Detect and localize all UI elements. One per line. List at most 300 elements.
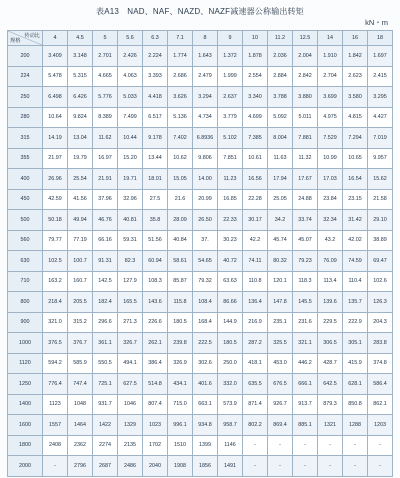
torque-value-cell: 271.3 <box>118 312 143 333</box>
torque-value-cell: 807.4 <box>143 394 168 415</box>
torque-value-cell: 2040 <box>143 456 168 477</box>
torque-value-cell: 10.61 <box>243 148 268 169</box>
torque-value-cell: 1048 <box>68 394 93 415</box>
torque-value-cell: 4.418 <box>143 87 168 108</box>
torque-value-cell: 2.426 <box>118 46 143 67</box>
torque-value-cell: 7.402 <box>168 128 193 149</box>
torque-value-cell: 7.499 <box>118 107 143 128</box>
torque-value-cell: 216.9 <box>243 312 268 333</box>
torque-value-cell: 628.1 <box>343 374 368 395</box>
torque-value-cell: 79.77 <box>43 230 68 251</box>
torque-value-cell: 76.09 <box>318 251 343 272</box>
torque-value-cell: 142.5 <box>93 271 118 292</box>
torque-value-cell: 3.393 <box>143 66 168 87</box>
ratio-header-cell: 14 <box>318 31 343 46</box>
torque-value-cell: - <box>318 456 343 477</box>
torque-value-cell: 17.03 <box>318 169 343 190</box>
torque-value-cell: 15.20 <box>118 148 143 169</box>
corner-spec-label: 规格 <box>10 38 21 44</box>
torque-value-cell: 10.65 <box>343 148 368 169</box>
torque-value-cell: 23.15 <box>343 189 368 210</box>
torque-value-cell: 2.036 <box>268 46 293 67</box>
torque-value-cell: 5.776 <box>93 87 118 108</box>
torque-value-cell: 3.788 <box>268 87 293 108</box>
torque-value-cell: 139.6 <box>318 292 343 313</box>
torque-value-cell: 15.62 <box>368 169 393 190</box>
spec-cell: 1000 <box>8 333 43 354</box>
torque-value-cell: 102.6 <box>368 271 393 292</box>
torque-value-cell: 747.4 <box>68 374 93 395</box>
torque-value-cell: 2.554 <box>243 66 268 87</box>
torque-value-cell: 8.004 <box>268 128 293 149</box>
ratio-header-cell: 7.1 <box>168 31 193 46</box>
torque-value-cell: 59.31 <box>118 230 143 251</box>
torque-value-cell: 74.11 <box>243 251 268 272</box>
torque-value-cell: 22.33 <box>218 210 243 231</box>
ratio-header-cell: 16 <box>343 31 368 46</box>
torque-value-cell: 1557 <box>43 415 68 436</box>
torque-value-cell: 5.033 <box>118 87 143 108</box>
torque-value-cell: 586.4 <box>368 374 393 395</box>
torque-table <box>7 30 393 477</box>
torque-value-cell: 32.34 <box>318 210 343 231</box>
torque-value-cell: 1203 <box>368 415 393 436</box>
torque-value-cell: 250.0 <box>218 353 243 374</box>
torque-value-cell: 3.699 <box>318 87 343 108</box>
torque-value-cell: 1146 <box>218 435 243 456</box>
torque-value-cell: 37.96 <box>93 189 118 210</box>
torque-value-cell: 63.63 <box>218 271 243 292</box>
torque-value-cell: 147.8 <box>268 292 293 313</box>
spec-cell: 355 <box>8 148 43 169</box>
torque-value-cell: 3.148 <box>68 46 93 67</box>
torque-value-cell: 715.0 <box>168 394 193 415</box>
table-row <box>8 107 393 128</box>
torque-value-cell: 2687 <box>93 456 118 477</box>
torque-value-cell: 2362 <box>68 435 93 456</box>
torque-value-cell: 42.02 <box>343 230 368 251</box>
torque-value-cell: 37. <box>193 230 218 251</box>
torque-value-cell: 315.2 <box>68 312 93 333</box>
torque-value-cell: 958.7 <box>218 415 243 436</box>
spec-cell: 1400 <box>8 394 43 415</box>
torque-value-cell: 1856 <box>193 456 218 477</box>
spec-cell: 250 <box>8 87 43 108</box>
torque-value-cell: 34.2 <box>268 210 293 231</box>
torque-value-cell: 5.315 <box>68 66 93 87</box>
torque-value-cell: 118.3 <box>293 271 318 292</box>
torque-value-cell: 10.64 <box>43 107 68 128</box>
torque-value-cell: - <box>343 435 368 456</box>
torque-value-cell: 16.54 <box>343 169 368 190</box>
torque-value-cell: 74.59 <box>343 251 368 272</box>
torque-value-cell: 2274 <box>93 435 118 456</box>
torque-value-cell: 239.8 <box>168 333 193 354</box>
torque-value-cell: 871.4 <box>243 394 268 415</box>
torque-value-cell: 3.295 <box>368 87 393 108</box>
torque-value-cell: 802.2 <box>243 415 268 436</box>
torque-value-cell: 4.665 <box>93 66 118 87</box>
torque-value-cell: 126.3 <box>368 292 393 313</box>
torque-value-cell: 5.011 <box>293 107 318 128</box>
torque-value-cell: 135.7 <box>343 292 368 313</box>
spec-cell: 500 <box>8 210 43 231</box>
corner-header-cell <box>8 31 43 46</box>
torque-value-cell: 120.1 <box>268 271 293 292</box>
torque-value-cell: 1702 <box>143 435 168 456</box>
torque-value-cell: - <box>368 435 393 456</box>
ratio-header-cell: 5.6 <box>118 31 143 46</box>
torque-value-cell: 16.85 <box>218 189 243 210</box>
torque-value-cell: - <box>268 456 293 477</box>
torque-value-cell: - <box>268 435 293 456</box>
torque-value-cell: 1908 <box>168 456 193 477</box>
ratio-header-cell: 11.2 <box>268 31 293 46</box>
spec-cell: 315 <box>8 128 43 149</box>
torque-value-cell: 113.4 <box>318 271 343 292</box>
torque-value-cell: 50.18 <box>43 210 68 231</box>
unit-label: kN・m <box>365 18 388 27</box>
table-row <box>8 87 393 108</box>
torque-value-cell: 4.975 <box>318 107 343 128</box>
torque-value-cell: 22.28 <box>243 189 268 210</box>
torque-value-cell: 627.5 <box>118 374 143 395</box>
torque-value-cell: 326.7 <box>118 333 143 354</box>
torque-value-cell: 127.9 <box>118 271 143 292</box>
spec-cell: 200 <box>8 46 43 67</box>
ratio-header-cell: 9 <box>218 31 243 46</box>
spec-cell: 710 <box>8 271 43 292</box>
torque-value-cell: 2.415 <box>368 66 393 87</box>
torque-value-cell: 302.6 <box>193 353 218 374</box>
torque-value-cell: 6.498 <box>43 87 68 108</box>
torque-value-cell: 9.178 <box>143 128 168 149</box>
torque-value-cell: 446.2 <box>293 353 318 374</box>
torque-value-cell: 1.878 <box>243 46 268 67</box>
torque-value-cell: 229.5 <box>318 312 343 333</box>
torque-value-cell: 453.0 <box>268 353 293 374</box>
ratio-header-cell: 5 <box>93 31 118 46</box>
torque-value-cell: 2135 <box>118 435 143 456</box>
torque-value-cell: 163.2 <box>43 271 68 292</box>
torque-value-cell: 325.5 <box>268 333 293 354</box>
torque-value-cell: 4.063 <box>118 66 143 87</box>
torque-value-cell: 2.842 <box>293 66 318 87</box>
torque-value-cell: 5.478 <box>43 66 68 87</box>
torque-value-cell: 69.47 <box>368 251 393 272</box>
torque-value-cell: 361.1 <box>93 333 118 354</box>
table-row <box>8 169 393 190</box>
torque-value-cell: 4.699 <box>243 107 268 128</box>
torque-value-cell: 204.3 <box>368 312 393 333</box>
spec-cell: 900 <box>8 312 43 333</box>
torque-value-cell: 850.8 <box>343 394 368 415</box>
spec-cell: 800 <box>8 292 43 313</box>
torque-value-cell: 326.9 <box>168 353 193 374</box>
torque-value-cell: 18.01 <box>143 169 168 190</box>
torque-value-cell: 30.17 <box>243 210 268 231</box>
torque-value-cell: - <box>293 435 318 456</box>
torque-value-cell: 45.07 <box>293 230 318 251</box>
torque-value-cell: 100.7 <box>68 251 93 272</box>
torque-value-cell: 287.2 <box>243 333 268 354</box>
torque-value-cell: 45.74 <box>268 230 293 251</box>
torque-value-cell: 926.7 <box>268 394 293 415</box>
torque-value-cell: 231.6 <box>293 312 318 333</box>
ratio-header-cell: 10 <box>243 31 268 46</box>
torque-value-cell: 79.23 <box>293 251 318 272</box>
torque-value-cell: 15.05 <box>168 169 193 190</box>
torque-value-cell: 332.0 <box>218 374 243 395</box>
table-row <box>8 148 393 169</box>
torque-value-cell: 17.67 <box>293 169 318 190</box>
torque-value-cell: 676.5 <box>268 374 293 395</box>
corner-ratio-label: 传动比 <box>24 33 40 39</box>
torque-value-cell: 115.8 <box>168 292 193 313</box>
torque-value-cell: 91.31 <box>93 251 118 272</box>
torque-value-cell: - <box>243 456 268 477</box>
torque-value-cell: 6.426 <box>68 87 93 108</box>
torque-value-cell: 2.686 <box>168 66 193 87</box>
table-title: 表A13 NAD、NAF、NAZD、NAZF减速器公称输出转矩 <box>96 7 304 16</box>
table-row <box>8 210 393 231</box>
torque-value-cell: 58.61 <box>168 251 193 272</box>
torque-value-cell: 934.8 <box>193 415 218 436</box>
torque-value-cell: 374.8 <box>368 353 393 374</box>
table-row <box>8 456 393 477</box>
torque-value-cell: 1123 <box>43 394 68 415</box>
torque-value-cell: 550.5 <box>93 353 118 374</box>
torque-value-cell: 1.774 <box>168 46 193 67</box>
torque-value-cell: 26.96 <box>43 169 68 190</box>
torque-value-cell: 428.7 <box>318 353 343 374</box>
torque-value-cell: 143.6 <box>143 292 168 313</box>
torque-value-cell: 1329 <box>118 415 143 436</box>
torque-value-cell: 305.1 <box>343 333 368 354</box>
header-row <box>8 31 393 46</box>
torque-value-cell: 25.05 <box>268 189 293 210</box>
torque-value-cell: 2.004 <box>293 46 318 67</box>
torque-value-cell: 386.4 <box>143 353 168 374</box>
torque-value-cell: 43.2 <box>318 230 343 251</box>
torque-value-cell: 4.427 <box>368 107 393 128</box>
torque-value-cell: - <box>43 456 68 477</box>
torque-value-cell: 21.91 <box>93 169 118 190</box>
torque-value-cell: - <box>243 435 268 456</box>
table-row <box>8 312 393 333</box>
torque-value-cell: 205.5 <box>68 292 93 313</box>
torque-value-cell: 27.5 <box>143 189 168 210</box>
torque-value-cell: 10.44 <box>118 128 143 149</box>
torque-value-cell: 585.9 <box>68 353 93 374</box>
ratio-header-cell: 4.5 <box>68 31 93 46</box>
torque-value-cell: 376.5 <box>43 333 68 354</box>
torque-value-cell: 2.701 <box>93 46 118 67</box>
torque-value-cell: 21.97 <box>43 148 68 169</box>
ratio-header-cell: 18 <box>368 31 393 46</box>
torque-value-cell: 4.734 <box>193 107 218 128</box>
torque-value-cell: 218.4 <box>43 292 68 313</box>
torque-value-cell: 21.58 <box>368 189 393 210</box>
torque-value-cell: 102.5 <box>43 251 68 272</box>
torque-value-cell: 108.3 <box>143 271 168 292</box>
torque-value-cell: 31.42 <box>343 210 368 231</box>
torque-value-cell: 3.340 <box>243 87 268 108</box>
torque-value-cell: 25.54 <box>68 169 93 190</box>
torque-value-cell: 1491 <box>218 456 243 477</box>
torque-value-cell: 642.5 <box>318 374 343 395</box>
torque-value-cell: 913.7 <box>293 394 318 415</box>
table-row <box>8 333 393 354</box>
torque-value-cell: 3.409 <box>43 46 68 67</box>
torque-value-cell: - <box>368 456 393 477</box>
torque-value-cell: 5.092 <box>268 107 293 128</box>
torque-value-cell: 60.94 <box>143 251 168 272</box>
torque-value-cell: 168.4 <box>193 312 218 333</box>
torque-value-cell: 2408 <box>43 435 68 456</box>
torque-value-cell: 296.6 <box>93 312 118 333</box>
torque-value-cell: 1321 <box>318 415 343 436</box>
torque-value-cell: 49.94 <box>68 210 93 231</box>
torque-value-cell: 11.32 <box>293 148 318 169</box>
torque-value-cell: 222.9 <box>343 312 368 333</box>
torque-value-cell: 160.7 <box>68 271 93 292</box>
table-row <box>8 374 393 395</box>
table-row <box>8 292 393 313</box>
torque-value-cell: 2796 <box>68 456 93 477</box>
torque-value-cell: 9.806 <box>193 148 218 169</box>
torque-value-cell: 3.580 <box>343 87 368 108</box>
torque-value-cell: 6.517 <box>143 107 168 128</box>
torque-value-cell: 82.3 <box>118 251 143 272</box>
torque-value-cell: 3.779 <box>218 107 243 128</box>
torque-value-cell: 2.224 <box>143 46 168 67</box>
ratio-header-cell: 12.5 <box>293 31 318 46</box>
torque-value-cell: 594.2 <box>43 353 68 374</box>
torque-value-cell: 663.1 <box>193 394 218 415</box>
table-body <box>8 46 393 477</box>
ratio-header-cell: 4 <box>43 31 68 46</box>
torque-value-cell: 494.1 <box>118 353 143 374</box>
table-row <box>8 415 393 436</box>
torque-value-cell: 40.81 <box>118 210 143 231</box>
torque-value-cell: 13.04 <box>68 128 93 149</box>
torque-value-cell: 321.1 <box>293 333 318 354</box>
torque-value-cell: 222.5 <box>193 333 218 354</box>
torque-value-cell: 54.65 <box>193 251 218 272</box>
torque-value-cell: 376.7 <box>68 333 93 354</box>
torque-value-cell: 11.62 <box>93 128 118 149</box>
torque-value-cell: 2.623 <box>343 66 368 87</box>
torque-value-cell: 1.842 <box>343 46 368 67</box>
table-row <box>8 394 393 415</box>
torque-value-cell: 1288 <box>343 415 368 436</box>
torque-value-cell: 145.5 <box>293 292 318 313</box>
torque-value-cell: 862.1 <box>368 394 393 415</box>
spec-cell: 400 <box>8 169 43 190</box>
torque-value-cell: 5.102 <box>218 128 243 149</box>
table-row <box>8 66 393 87</box>
ratio-header-cell: 6.3 <box>143 31 168 46</box>
torque-value-cell: 1510 <box>168 435 193 456</box>
torque-value-cell: 2.479 <box>193 66 218 87</box>
torque-value-cell: 42.2 <box>243 230 268 251</box>
torque-value-cell: 2.884 <box>268 66 293 87</box>
torque-value-cell: 41.56 <box>68 189 93 210</box>
torque-value-cell: 10.99 <box>318 148 343 169</box>
torque-value-cell: 19.79 <box>68 148 93 169</box>
spec-cell: 1800 <box>8 435 43 456</box>
torque-value-cell: 1.372 <box>218 46 243 67</box>
torque-value-cell: 306.5 <box>318 333 343 354</box>
torque-value-cell: 1464 <box>68 415 93 436</box>
torque-value-cell: 666.1 <box>293 374 318 395</box>
torque-value-cell: 7.019 <box>368 128 393 149</box>
torque-value-cell: 14.19 <box>43 128 68 149</box>
table-row <box>8 189 393 210</box>
torque-value-cell: 38.89 <box>368 230 393 251</box>
torque-value-cell: 11.63 <box>268 148 293 169</box>
torque-value-cell: 418.1 <box>243 353 268 374</box>
spec-cell: 630 <box>8 251 43 272</box>
torque-value-cell: 1.697 <box>368 46 393 67</box>
torque-value-cell: 5.136 <box>168 107 193 128</box>
table-row <box>8 353 393 374</box>
torque-value-cell: 434.1 <box>168 374 193 395</box>
torque-value-cell: 3.294 <box>193 87 218 108</box>
torque-value-cell: 262.1 <box>143 333 168 354</box>
torque-value-cell: 573.9 <box>218 394 243 415</box>
torque-value-cell: 7.851 <box>218 148 243 169</box>
torque-value-cell: 8.389 <box>93 107 118 128</box>
torque-value-cell: 182.4 <box>93 292 118 313</box>
torque-value-cell: 86.66 <box>218 292 243 313</box>
torque-value-cell: 7.385 <box>243 128 268 149</box>
torque-value-cell: 11.23 <box>218 169 243 190</box>
torque-value-cell: 79.32 <box>193 271 218 292</box>
torque-value-cell: 16.97 <box>93 148 118 169</box>
torque-value-cell: 1422 <box>93 415 118 436</box>
torque-value-cell: 9.824 <box>68 107 93 128</box>
torque-value-cell: 80.32 <box>268 251 293 272</box>
torque-value-cell: 401.6 <box>193 374 218 395</box>
torque-value-cell: 30.23 <box>218 230 243 251</box>
torque-value-cell: 23.84 <box>318 189 343 210</box>
torque-value-cell: 108.4 <box>193 292 218 313</box>
torque-value-cell: 33.74 <box>293 210 318 231</box>
torque-value-cell: 1023 <box>143 415 168 436</box>
torque-value-cell: 110.8 <box>243 271 268 292</box>
torque-value-cell: 321.0 <box>43 312 68 333</box>
torque-value-cell: 6.8936 <box>193 128 218 149</box>
torque-value-cell: 46.76 <box>93 210 118 231</box>
torque-value-cell: 165.5 <box>118 292 143 313</box>
torque-value-cell: 2.637 <box>218 87 243 108</box>
spec-cell: 1120 <box>8 353 43 374</box>
torque-value-cell: 235.1 <box>268 312 293 333</box>
torque-value-cell: 29.10 <box>368 210 393 231</box>
spec-cell: 560 <box>8 230 43 251</box>
torque-value-cell: 180.5 <box>168 312 193 333</box>
torque-value-cell: 19.71 <box>118 169 143 190</box>
torque-value-cell: - <box>318 435 343 456</box>
torque-value-cell: 42.59 <box>43 189 68 210</box>
torque-value-cell: 144.9 <box>218 312 243 333</box>
torque-value-cell: 415.9 <box>343 353 368 374</box>
torque-value-cell: 24.88 <box>293 189 318 210</box>
spec-cell: 450 <box>8 189 43 210</box>
torque-value-cell: 51.56 <box>143 230 168 251</box>
